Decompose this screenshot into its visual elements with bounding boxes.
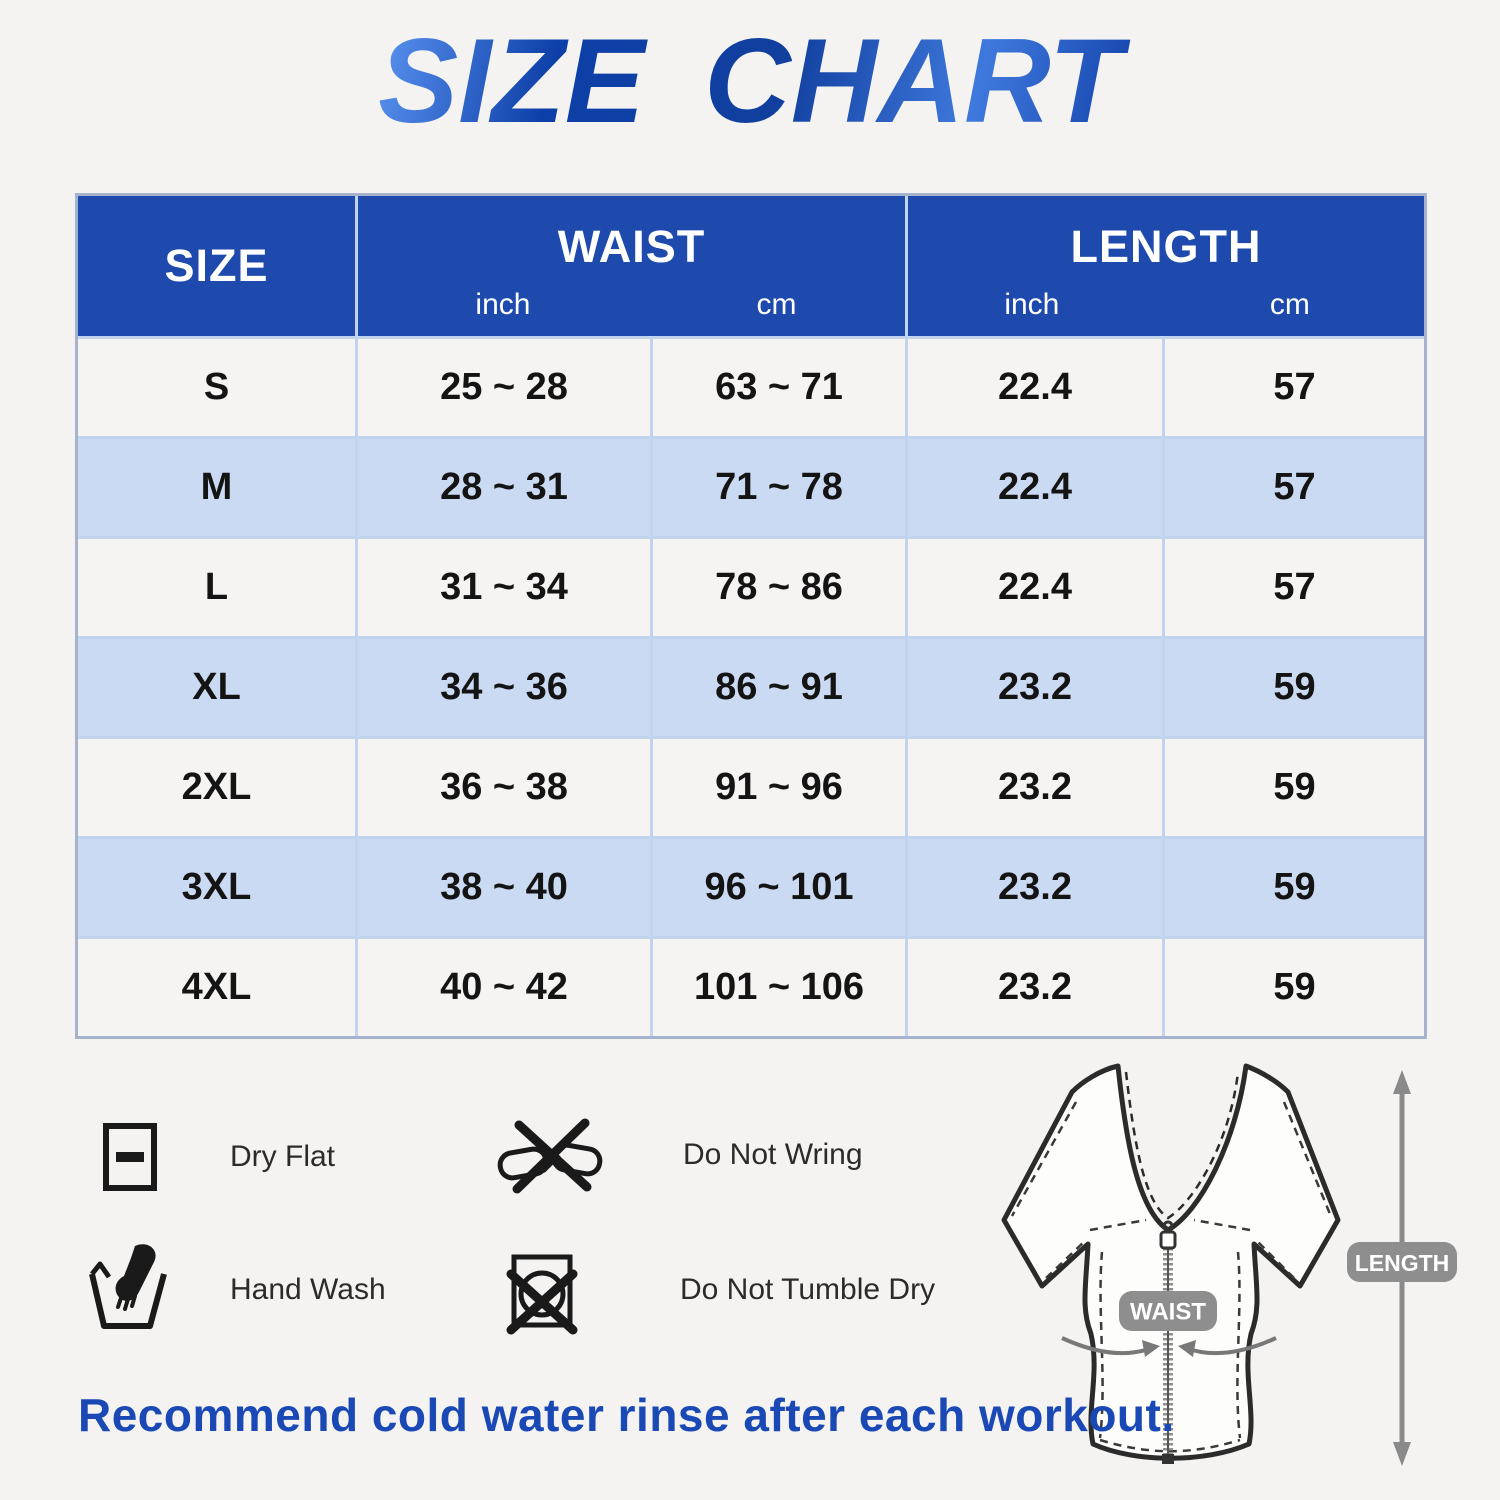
cell-waist-cm: 78 ~ 86	[653, 539, 905, 636]
cell-waist-cm: 63 ~ 71	[653, 339, 905, 436]
length-unit-cm: cm	[1269, 288, 1310, 321]
cell-length-cm: 59	[1165, 739, 1424, 836]
header-length-units	[908, 288, 1424, 322]
header-size-label: SIZE	[164, 240, 269, 291]
cell-waist-cm: 101 ~ 106	[653, 939, 905, 1036]
hand-wash-label: Hand Wash	[230, 1273, 386, 1306]
size-chart-table	[75, 193, 1427, 1039]
do-not-tumble-dry-icon	[503, 1252, 581, 1341]
cell-waist-cm: 86 ~ 91	[653, 639, 905, 736]
cell-waist-inch: 36 ~ 38	[358, 739, 650, 836]
cell-waist-inch: 38 ~ 40	[358, 839, 650, 936]
cell-waist-cm: 96 ~ 101	[653, 839, 905, 936]
cell-length-cm: 57	[1165, 539, 1424, 636]
cell-length-cm: 57	[1165, 439, 1424, 536]
cell-size: 4XL	[78, 939, 355, 1036]
length-badge	[1347, 1242, 1457, 1282]
do-not-tumble-dry-label: Do Not Tumble Dry	[680, 1273, 936, 1306]
cell-length-cm: 59	[1165, 639, 1424, 736]
cell-waist-cm: 71 ~ 78	[653, 439, 905, 536]
cell-length-inch: 22.4	[908, 439, 1162, 536]
cell-length-cm: 59	[1165, 839, 1424, 936]
cell-size: L	[78, 539, 355, 636]
dry-flat-label: Dry Flat	[230, 1140, 335, 1173]
header-waist-units	[358, 288, 905, 322]
cell-waist-inch: 28 ~ 31	[358, 439, 650, 536]
cell-waist-inch: 34 ~ 36	[358, 639, 650, 736]
footer-note: Recommend cold water rinse after each workout.	[78, 1389, 1175, 1441]
waist-unit-inch: inch	[475, 288, 531, 321]
waist-badge	[1119, 1291, 1217, 1331]
cell-size: S	[78, 339, 355, 436]
cell-size: 2XL	[78, 739, 355, 836]
cell-length-inch: 23.2	[908, 939, 1162, 1036]
cell-length-inch: 22.4	[908, 339, 1162, 436]
dry-flat-icon	[102, 1122, 158, 1197]
table-header-waist	[358, 196, 905, 336]
waist-unit-cm: cm	[756, 288, 797, 321]
cell-length-inch: 23.2	[908, 639, 1162, 736]
svg-text:WAIST: WAIST	[1130, 1298, 1206, 1326]
cell-length-cm: 57	[1165, 339, 1424, 436]
svg-text:LENGTH: LENGTH	[1354, 1250, 1450, 1276]
table-header-length	[908, 196, 1424, 336]
cell-length-inch: 23.2	[908, 839, 1162, 936]
table-header-size	[78, 196, 355, 336]
cell-size: 3XL	[78, 839, 355, 936]
header-waist-label: WAIST	[557, 221, 706, 272]
cell-length-inch: 22.4	[908, 539, 1162, 636]
do-not-wring-label: Do Not Wring	[683, 1138, 863, 1171]
length-unit-inch: inch	[1004, 288, 1060, 321]
hand-wash-icon	[88, 1242, 168, 1335]
cell-waist-cm: 91 ~ 96	[653, 739, 905, 836]
cell-length-inch: 23.2	[908, 739, 1162, 836]
cell-size: M	[78, 439, 355, 536]
cell-length-cm: 59	[1165, 939, 1424, 1036]
cell-waist-inch: 40 ~ 42	[358, 939, 650, 1036]
cell-waist-inch: 31 ~ 34	[358, 539, 650, 636]
do-not-wring-icon	[495, 1115, 605, 1200]
page-title: SIZE CHART	[0, 14, 1500, 148]
header-length-label: LENGTH	[1070, 221, 1262, 272]
cell-size: XL	[78, 639, 355, 736]
cell-waist-inch: 25 ~ 28	[358, 339, 650, 436]
